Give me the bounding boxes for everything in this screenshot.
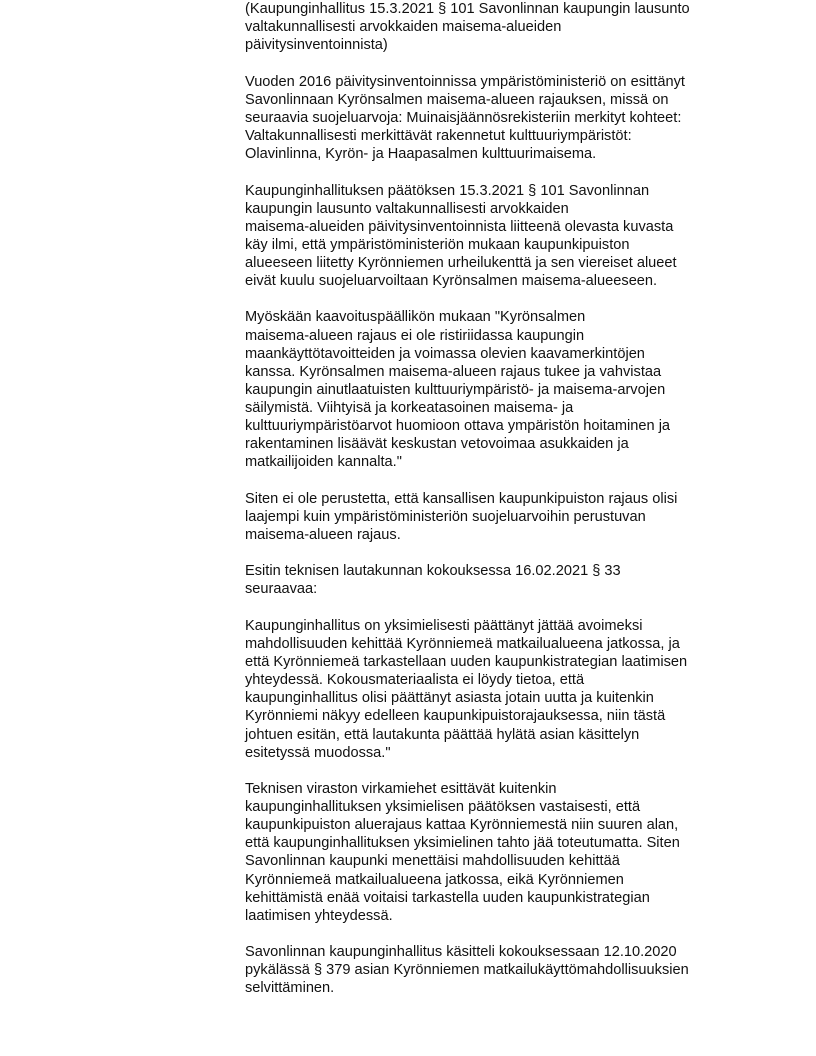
paragraph-4	[245, 308, 745, 471]
text-line: pykälässä § 379 asian Kyrönniemen matkailukäyttömahdollisuuksien	[245, 962, 689, 979]
text-line: kaupunkipuiston aluerajaus kattaa Kyrönniemestä niin suuren alan,	[245, 817, 679, 834]
text-line: kaupungin ainutlaatuisten kulttuuriympäristö- ja maisema-arvojen	[245, 381, 666, 398]
text-line: Kaupunginhallituksen päätöksen 15.3.2021 § 101 Savonlinnan	[245, 182, 650, 199]
paragraph-6	[245, 562, 745, 598]
text-line: Siten ei ole perustetta, että kansallisen kaupunkipuiston rajaus olisi	[245, 490, 678, 507]
paragraph-3	[245, 182, 745, 291]
text-line: Myöskään kaavoituspäällikön mukaan "Kyrönsalmen	[245, 309, 586, 326]
text-line: Savonlinnan kaupunki menettäisi mahdollisuuden kehittää	[245, 853, 620, 870]
text-line: yhteydessä. Kokousmateriaalista ei löydy tietoa, että	[245, 672, 585, 689]
text-line: kaupungin lausunto valtakunnallisesti arvokkaiden	[245, 200, 569, 217]
text-line: kaupunginhallitus olisi päättänyt asiasta jotain uutta ja kuitenkin	[245, 690, 654, 707]
text-line: valtakunnallisesti arvokkaiden maisema-alueiden	[245, 19, 562, 36]
text-line: esitetyssä muodossa."	[245, 744, 391, 761]
text-line: laajempi kuin ympäristöministeriön suojeluarvoihin perustuvan	[245, 508, 646, 525]
paragraph-2	[245, 73, 745, 163]
paragraph-9	[245, 943, 745, 997]
text-line: johtuen esitän, että lautakunta päättää hylätä asian käsittelyn	[245, 726, 640, 743]
paragraph-8	[245, 780, 745, 925]
text-line: kulttuuriympäristöarvot huomioon ottava ympäristön hoitaminen ja	[245, 418, 671, 435]
text-line: eivät kuulu suojeluarvoiltaan Kyrönsalmen maisema-alueeseen.	[245, 273, 658, 289]
text-line: käy ilmi, että ympäristöministeriön mukaan kaupunkipuiston	[245, 236, 630, 253]
text-line: kehittämistä enää voitaisi tarkastella uuden kaupunkistrategian	[245, 889, 650, 906]
text-line: kanssa. Kyrönsalmen maisema-alueen rajaus tukee ja vahvistaa	[245, 363, 662, 380]
text-line: (Kaupunginhallitus 15.3.2021 § 101 Savonlinnan kaupungin lausunto	[245, 1, 690, 17]
text-line: Kaupunginhallitus on yksimielisesti päättänyt jättää avoimeksi	[245, 617, 643, 634]
paragraph-5	[245, 490, 745, 544]
text-line: Vuoden 2016 päivitysinventoinnissa ympäristöministeriö on esittänyt	[245, 73, 685, 90]
paragraph-7	[245, 617, 745, 762]
text-line: laatimisen yhteydessä.	[245, 907, 393, 924]
text-line: että kaupunginhallituksen yksimielinen tahto jää toteutumatta. Siten	[245, 835, 680, 852]
text-line: maisema-alueiden päivitysinventoinnista liitteenä olevasta kuvasta	[245, 218, 674, 235]
text-line: matkailijoiden kannalta."	[245, 454, 402, 471]
text-line: maankäyttötavoitteiden ja voimassa olevien kaavamerkintöjen	[245, 345, 645, 362]
document-body	[245, 0, 745, 1016]
text-line: Valtakunnallisesti merkittävät rakennetut kulttuuriympäristöt:	[245, 127, 632, 144]
text-line: rakentaminen lisäävät keskustan vetovoimaa asukkaiden ja	[245, 436, 629, 453]
paragraph-1	[245, 0, 745, 54]
text-line: Kyrönniemi näkyy edelleen kaupunkipuistorajauksessa, niin tästä	[245, 708, 666, 725]
text-line: kaupunginhallituksen yksimielisen päätöksen vastaisesti, että	[245, 799, 641, 816]
text-line: mahdollisuuden kehittää Kyrönniemeä matkailualueena jatkossa, ja	[245, 636, 680, 653]
text-line: Savonlinnaan Kyrönsalmen maisema-alueen rajauksen, missä on	[245, 91, 669, 108]
text-line: alueeseen liitetty Kyrönniemen urheilukenttä ja sen viereiset alueet	[245, 254, 677, 271]
text-line: seuraavaa:	[245, 581, 318, 598]
text-line: Savonlinnan kaupunginhallitus käsitteli kokouksessaan 12.10.2020	[245, 944, 677, 961]
text-line: seuraavia suojeluarvoja: Muinaisjäännösrekisteriin merkityt kohteet:	[245, 109, 682, 126]
text-line: että Kyrönniemeä tarkastellaan uuden kaupunkistrategian laatimisen	[245, 654, 688, 671]
text-line: säilymistä. Viihtyisä ja korkeatasoinen maisema- ja	[245, 399, 574, 416]
text-line: selvittäminen.	[245, 980, 335, 997]
text-line: maisema-alueen rajaus ei ole ristiriidassa kaupungin	[245, 327, 585, 344]
text-line: Kyrönniemeä matkailualueena jatkossa, eikä Kyrönniemen	[245, 871, 624, 888]
text-line: päivitysinventoinnista)	[245, 37, 388, 54]
text-line: Olavinlinna, Kyrön- ja Haapasalmen kulttuurimaisema.	[245, 146, 597, 163]
text-line: Esitin teknisen lautakunnan kokouksessa 16.02.2021 § 33	[245, 563, 621, 580]
text-line: Teknisen viraston virkamiehet esittävät kuitenkin	[245, 781, 557, 798]
text-line: maisema-alueen rajaus.	[245, 526, 401, 543]
